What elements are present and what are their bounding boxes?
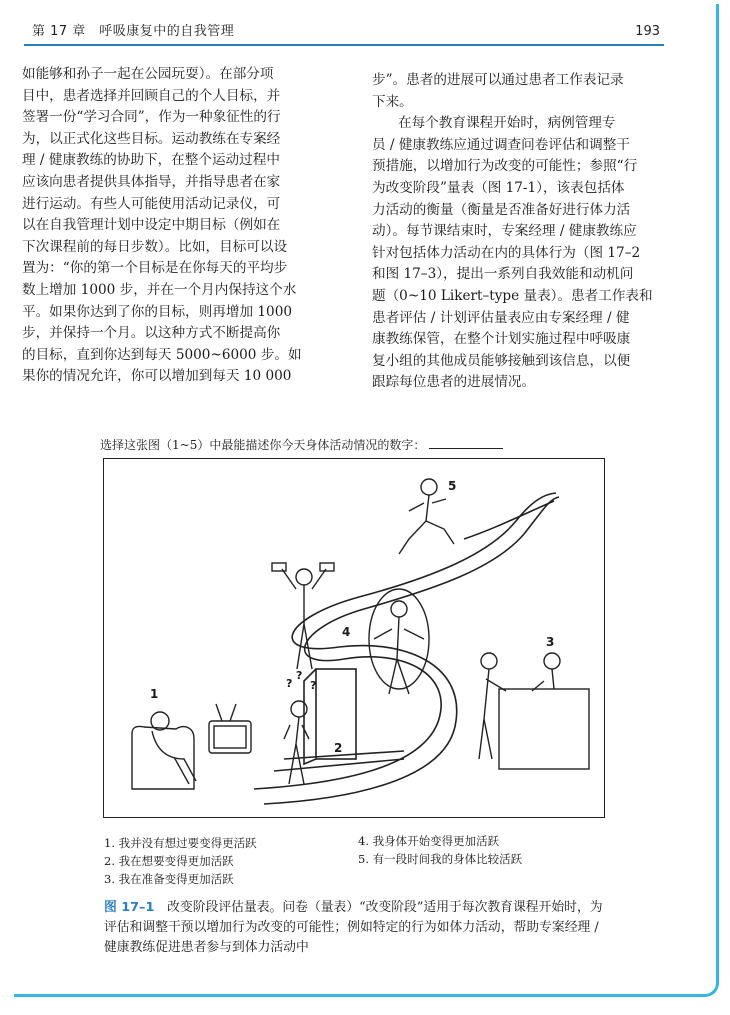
option-4: 4. 我身体开始变得更加活跃 <box>358 834 500 848</box>
option-1: 1. 我并没有想过要变得更活跃 <box>104 836 257 850</box>
page-header <box>24 18 660 40</box>
illustration-svg <box>104 459 604 817</box>
question-mark: ? <box>310 679 317 692</box>
body-text-line: 以在自我管理计划中设定中期目标（例如在 <box>22 217 281 234</box>
body-text-line: 在每个教育课程开始时，病例管理专 <box>398 115 616 132</box>
body-text-line: 康教练保管，在整个计划实施过程中呼吸康 <box>372 331 631 348</box>
tv-set <box>209 704 251 753</box>
stage-label-3: 3 <box>546 635 555 649</box>
body-text-line: 下次课程前的每日步数）。比如，目标可以设 <box>22 238 288 255</box>
options-left <box>104 834 257 888</box>
chapter-title: 第 17 章 呼吸康复中的自我管理 <box>32 24 235 39</box>
question-mark: ? <box>286 677 293 690</box>
caption-line-2: 评估和调整干预以增加行为改变的可能性；例如特定的行为如体力活动，帮助专案经理 / <box>104 920 599 935</box>
body-text-line: 下来。 <box>372 93 413 110</box>
body-text-line: 置为：“你的第一个目标是在你每天的平均步 <box>22 260 288 277</box>
body-text-line: 应该向患者提供具体指导，并指导患者在家 <box>22 173 281 190</box>
answer-blank <box>429 438 503 449</box>
options-right <box>358 832 522 868</box>
body-text-line: 动）。每节课结束时，专案经理 / 健康教练应 <box>372 223 637 240</box>
body-text-line: 的目标，直到你达到每天 5000~6000 步。如 <box>22 346 302 363</box>
body-text-line: 和图 17–3），提出一系列自我效能和动机问 <box>372 266 634 283</box>
question-mark: ? <box>296 669 303 682</box>
figure-question <box>100 436 503 453</box>
body-text-line: 复小组的其他成员能够接触到该信息，以便 <box>372 352 631 369</box>
left-column <box>22 64 357 388</box>
body-text-line: 签署一份“学习合同”，作为一种象征性的行 <box>22 109 281 126</box>
body-text-line: 力活动的衡量（衡量是否准备好进行体力活 <box>372 201 631 218</box>
person-dumbbells <box>272 563 334 669</box>
body-text-line: 如能够和孙子一起在公园玩耍）。在部分项 <box>22 66 274 82</box>
page-number: 193 <box>635 24 660 39</box>
caption-line-1: 改变阶段评估量表。问卷（量表）“改变阶段”适用于每次教育课程开始时，为 <box>167 900 603 915</box>
stage-label-5: 5 <box>448 479 457 493</box>
body-text-line: 预措施，以增加行为改变的可能性；参照“行 <box>372 158 638 175</box>
body-text-line: 员 / 健康教练应通过调查问卷评估和调整干 <box>372 136 630 153</box>
caption-line-3: 健康教练促进患者参与到体力活动中 <box>104 940 309 955</box>
figure-caption <box>104 898 624 958</box>
stage-label-4: 4 <box>342 625 351 639</box>
option-5: 5. 有一段时间我的身体比较活跃 <box>358 852 523 866</box>
body-text-line: 进行运动。有些人可能使用活动记录仪，可 <box>22 195 281 212</box>
stages-of-change-illustration <box>103 458 605 818</box>
option-3: 3. 我在准备变得更加活跃 <box>104 872 234 886</box>
body-text-line: 患者评估 / 计划评估量表应由专案经理 / 健 <box>372 309 630 326</box>
right-column <box>372 70 672 394</box>
option-2: 2. 我在想要变得更加活跃 <box>104 854 234 868</box>
stage-label-2: 2 <box>334 741 343 755</box>
body-text-line: 目中，患者选择并回顾自己的个人目标，并 <box>22 87 281 104</box>
body-text-line: 平。如果你达到了你的目标，则再增加 1000 <box>22 303 293 320</box>
body-text-line: 题（0~10 Likert–type 量表）。患者工作表和 <box>372 287 653 304</box>
body-text-line: 步”。患者的进展可以通过患者工作表记录 <box>372 72 624 88</box>
body-text-line: 理 / 健康教练的协助下，在整个运动过程中 <box>22 152 280 169</box>
body-text-line: 为，以正式化这些目标。运动教练在专案经 <box>22 130 281 147</box>
person-stage-3 <box>479 653 589 769</box>
figure-number: 图 17–1 <box>104 900 155 915</box>
body-text-line: 跟踪每位患者的进展情况。 <box>372 374 536 391</box>
body-text-line: 数上增加 1000 步，并在一个月内保持这个水 <box>22 281 297 298</box>
header-rule <box>24 44 664 46</box>
person-stage-5 <box>399 479 457 554</box>
body-text-line: 针对包括体力活动在内的具体行为（图 17–2 <box>372 244 641 261</box>
body-text-line: 果你的情况允许，你可以增加到每天 10 000 <box>22 368 292 385</box>
question-text: 选择这张图（1~5）中最能描述你今天身体活动情况的数字： <box>100 438 426 452</box>
person-stage-2 <box>284 701 309 784</box>
body-text-line: 为改变阶段”量表（图 17-1），该表包括体 <box>372 179 625 196</box>
person-stage-1 <box>132 712 196 789</box>
stage-label-1: 1 <box>150 687 159 701</box>
body-text-line: 步，并保持一个月。以这种方式不断提高你 <box>22 325 281 342</box>
